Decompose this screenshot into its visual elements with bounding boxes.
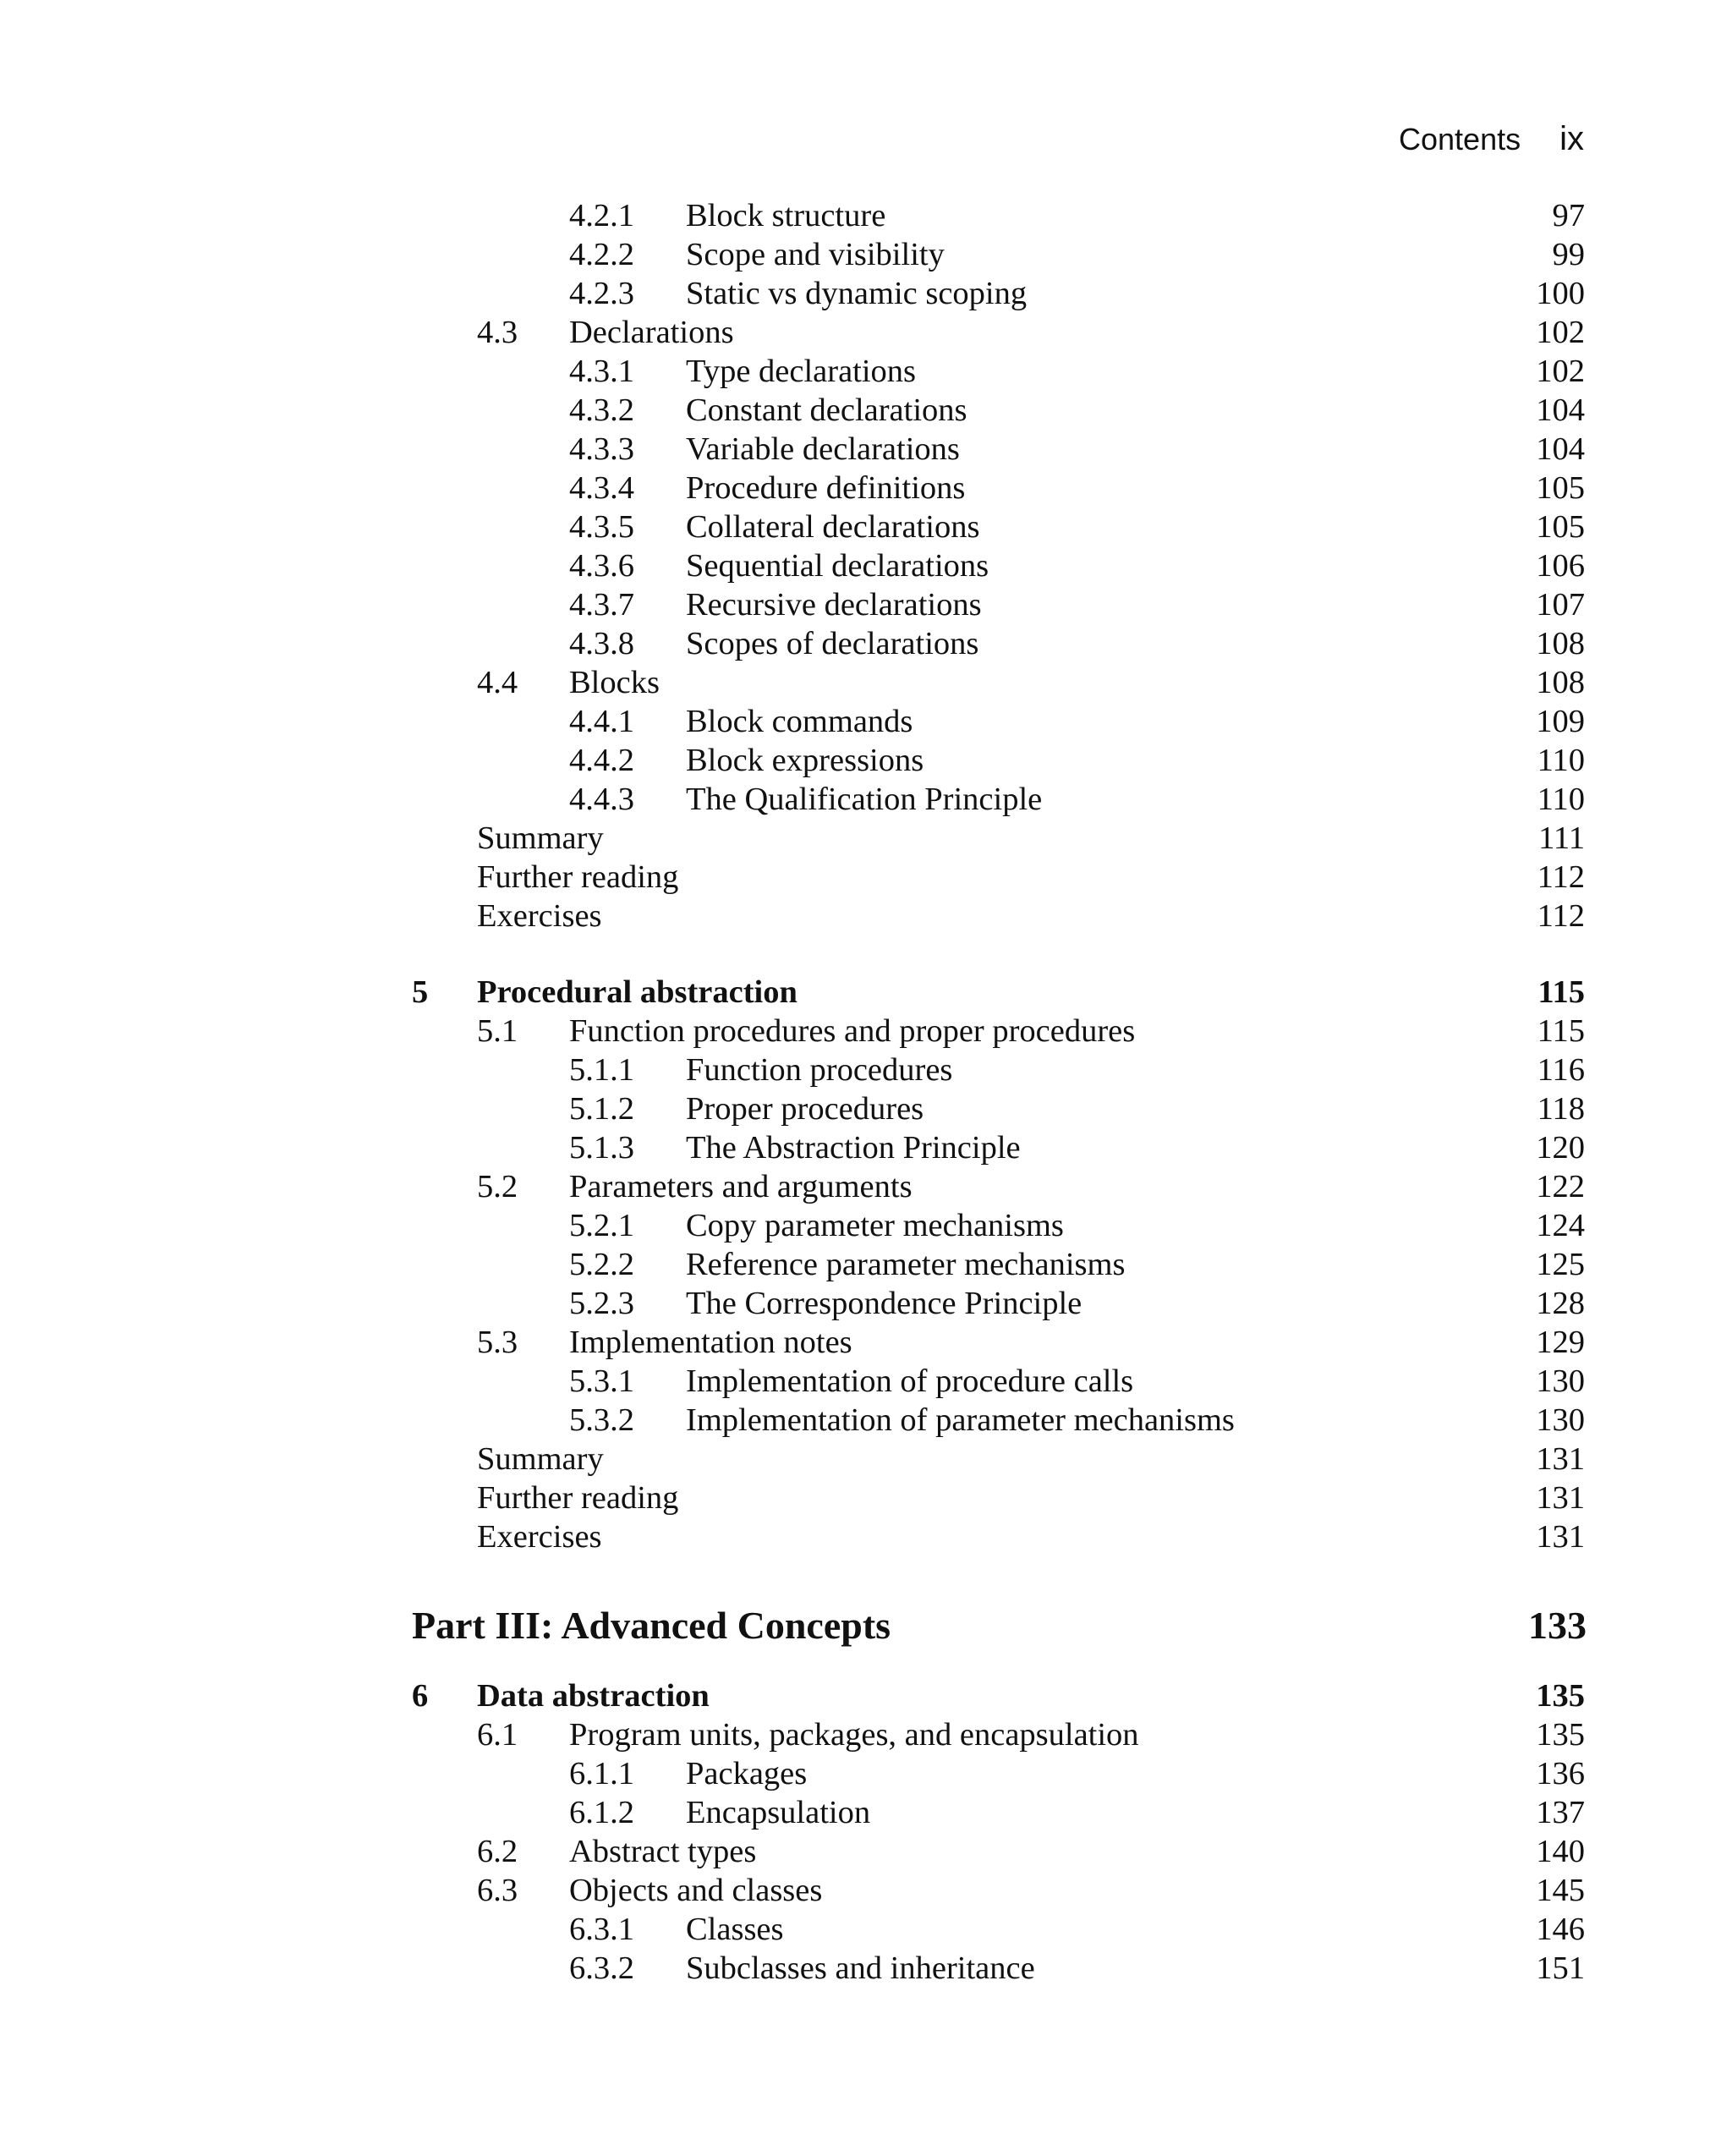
toc-entry-title: Copy parameter mechanisms xyxy=(686,1208,1064,1243)
toc-entry xyxy=(0,1871,1732,1910)
toc-entry xyxy=(0,313,1732,352)
toc-entry-page: 137 xyxy=(1536,1795,1585,1830)
toc-entry xyxy=(0,1949,1732,1988)
toc-entry-number: 5 xyxy=(412,974,429,1010)
toc-entry-number: 6.1.1 xyxy=(569,1756,634,1791)
toc-entry-title: Part III: Advanced Concepts xyxy=(412,1604,891,1647)
toc-entry-page: 108 xyxy=(1536,626,1585,661)
toc-entry xyxy=(0,1362,1732,1401)
toc-entry-number: 5.2.3 xyxy=(569,1286,634,1321)
toc-entry-title: Block structure xyxy=(686,198,886,233)
toc-entry-page: 110 xyxy=(1537,782,1585,817)
toc-entry xyxy=(0,858,1732,897)
toc-entry xyxy=(0,1401,1732,1440)
toc-entry xyxy=(0,780,1732,819)
toc-entry-title: Proper procedures xyxy=(686,1091,924,1127)
toc-entry-number: 4.3.8 xyxy=(569,626,634,661)
toc-entry xyxy=(0,430,1732,469)
toc-entry-number: 6 xyxy=(412,1678,429,1714)
toc-entry-page: 110 xyxy=(1537,743,1585,778)
toc-entry xyxy=(0,1440,1732,1478)
toc-entry-page: 124 xyxy=(1536,1208,1585,1243)
toc-entry-title: Blocks xyxy=(569,665,660,700)
toc-entry-page: 120 xyxy=(1536,1130,1585,1166)
toc-entry-number: 4.4 xyxy=(477,665,518,700)
toc-entry-number: 5.1 xyxy=(477,1013,518,1049)
toc-entry xyxy=(0,973,1732,1012)
toc-entry-title: Function procedures and proper procedures xyxy=(569,1013,1136,1049)
toc-entry xyxy=(0,1051,1732,1089)
toc-entry-number: 5.1.3 xyxy=(569,1130,634,1166)
toc-entry xyxy=(0,1517,1732,1556)
toc-entry xyxy=(0,1012,1732,1051)
toc-entry-title: Encapsulation xyxy=(686,1795,871,1830)
toc-entry-page: 102 xyxy=(1536,315,1585,350)
toc-entry xyxy=(0,352,1732,391)
toc-entry-page: 128 xyxy=(1536,1286,1585,1321)
toc-entry-number: 6.3.2 xyxy=(569,1950,634,1986)
toc-entry-page: 104 xyxy=(1536,392,1585,428)
toc-entry-title: Implementation notes xyxy=(569,1325,852,1360)
toc-entry-page: 100 xyxy=(1536,276,1585,311)
toc-entry xyxy=(0,1832,1732,1871)
toc-entry-title: Type declarations xyxy=(686,354,917,389)
toc-entry-number: 5.2.1 xyxy=(569,1208,634,1243)
toc-entry-number: 4.3 xyxy=(477,315,518,350)
toc-entry xyxy=(0,196,1732,235)
toc-entry-title: Exercises xyxy=(477,1519,602,1555)
toc-entry-page: 131 xyxy=(1536,1441,1585,1477)
toc-entry-page: 131 xyxy=(1536,1519,1585,1555)
toc-entry-title: Block commands xyxy=(686,704,913,739)
toc-entry-number: 4.3.5 xyxy=(569,509,634,545)
toc-entry-page: 125 xyxy=(1536,1247,1585,1282)
toc-entry-title: Variable declarations xyxy=(686,431,960,467)
toc-entry-title: Scope and visibility xyxy=(686,237,945,272)
toc-entry-number: 6.3.1 xyxy=(569,1912,634,1947)
toc-entry-title: Program units, packages, and encapsulation xyxy=(569,1717,1139,1753)
toc-entry-page: 133 xyxy=(1528,1604,1587,1647)
toc-entry-title: Further reading xyxy=(477,1480,679,1516)
toc-entry-page: 104 xyxy=(1536,431,1585,467)
toc-entry-title: Summary xyxy=(477,820,604,856)
toc-entry-title: Scopes of declarations xyxy=(686,626,979,661)
toc-entry-page: 135 xyxy=(1536,1678,1585,1714)
toc-entry xyxy=(0,585,1732,624)
toc-entry xyxy=(0,1089,1732,1128)
toc-entry-title: The Correspondence Principle xyxy=(686,1286,1082,1321)
toc-entry-page: 130 xyxy=(1536,1363,1585,1399)
toc-entry-number: 4.4.1 xyxy=(569,704,634,739)
toc-entry-number: 5.3.1 xyxy=(569,1363,634,1399)
toc-entry-title: The Qualification Principle xyxy=(686,782,1043,817)
toc-entry-page: 112 xyxy=(1537,898,1585,934)
toc-entry xyxy=(0,702,1732,741)
toc-entry-page: 146 xyxy=(1536,1912,1585,1947)
toc-entry-page: 130 xyxy=(1536,1402,1585,1438)
toc-entry xyxy=(0,1167,1732,1206)
toc-entry-number: 4.2.2 xyxy=(569,237,634,272)
toc-entry-title: Implementation of parameter mechanisms xyxy=(686,1402,1235,1438)
toc-entry-page: 116 xyxy=(1537,1052,1585,1088)
toc-entry xyxy=(0,507,1732,546)
toc-entry xyxy=(0,391,1732,430)
toc-entry-title: Block expressions xyxy=(686,743,924,778)
toc-entry xyxy=(0,1793,1732,1832)
toc-entry-page: 151 xyxy=(1536,1950,1585,1986)
toc-entry-number: 6.1 xyxy=(477,1717,518,1753)
toc-entry-number: 5.2.2 xyxy=(569,1247,634,1282)
toc-entry-title: The Abstraction Principle xyxy=(686,1130,1021,1166)
toc-entry-number: 4.3.7 xyxy=(569,587,634,623)
toc-entry-title: Constant declarations xyxy=(686,392,967,428)
toc-entry-page: 97 xyxy=(1552,198,1585,233)
toc-entry-title: Objects and classes xyxy=(569,1873,823,1908)
toc-entry-page: 102 xyxy=(1536,354,1585,389)
toc-entry-page: 136 xyxy=(1536,1756,1585,1791)
toc-entry-number: 5.1.2 xyxy=(569,1091,634,1127)
toc-entry-number: 5.1.1 xyxy=(569,1052,634,1088)
toc-entry-number: 4.4.3 xyxy=(569,782,634,817)
toc-entry xyxy=(0,624,1732,663)
toc-entry-page: 111 xyxy=(1538,820,1585,856)
toc-entry-number: 6.1.2 xyxy=(569,1795,634,1830)
toc-entry-title: Data abstraction xyxy=(477,1678,710,1714)
toc-entry-page: 105 xyxy=(1536,470,1585,506)
toc-entry-title: Sequential declarations xyxy=(686,548,989,584)
toc-entry xyxy=(0,1676,1732,1715)
toc-entry-number: 4.3.1 xyxy=(569,354,634,389)
toc-entry xyxy=(0,235,1732,274)
toc-entry-title: Procedure definitions xyxy=(686,470,966,506)
toc-entry-page: 99 xyxy=(1552,237,1585,272)
toc-entry-page: 108 xyxy=(1536,665,1585,700)
toc-entry-title: Reference parameter mechanisms xyxy=(686,1247,1126,1282)
toc-entry-title: Declarations xyxy=(569,315,734,350)
toc-entry-title: Packages xyxy=(686,1756,808,1791)
toc-entry-title: Recursive declarations xyxy=(686,587,982,623)
running-header xyxy=(1399,120,1584,158)
toc-entry xyxy=(0,1323,1732,1362)
toc-entry-page: 122 xyxy=(1536,1169,1585,1204)
page-number: ix xyxy=(1559,120,1584,157)
toc-entry-number: 4.2.3 xyxy=(569,276,634,311)
toc-entry-title: Procedural abstraction xyxy=(477,974,797,1010)
toc-entry xyxy=(0,1206,1732,1245)
toc-entry-number: 4.3.3 xyxy=(569,431,634,467)
toc-entry-number: 5.2 xyxy=(477,1169,518,1204)
toc-entry-page: 109 xyxy=(1536,704,1585,739)
running-header-title: Contents xyxy=(1399,122,1521,156)
toc-entry-page: 112 xyxy=(1537,859,1585,895)
toc-entry-page: 115 xyxy=(1537,1013,1585,1049)
toc-entry-page: 129 xyxy=(1536,1325,1585,1360)
toc-entry-page: 106 xyxy=(1536,548,1585,584)
toc-entry-title: Static vs dynamic scoping xyxy=(686,276,1028,311)
toc-entry-page: 131 xyxy=(1536,1480,1585,1516)
toc-entry-page: 107 xyxy=(1536,587,1585,623)
toc-entry xyxy=(0,819,1732,858)
toc-entry xyxy=(0,1284,1732,1323)
toc-entry-number: 4.4.2 xyxy=(569,743,634,778)
toc-entry xyxy=(0,1600,1732,1651)
toc-entry-number: 5.3 xyxy=(477,1325,518,1360)
toc-entry-title: Abstract types xyxy=(569,1834,757,1869)
toc-entry-title: Summary xyxy=(477,1441,604,1477)
toc-entry-title: Further reading xyxy=(477,859,679,895)
toc-entry xyxy=(0,1245,1732,1284)
toc-entry-number: 4.3.6 xyxy=(569,548,634,584)
toc-entry xyxy=(0,897,1732,935)
toc-entry xyxy=(0,1478,1732,1517)
toc-entry xyxy=(0,469,1732,507)
toc-entry-number: 4.2.1 xyxy=(569,198,634,233)
toc-entry-page: 145 xyxy=(1536,1873,1585,1908)
toc-entry-title: Classes xyxy=(686,1912,784,1947)
toc-entry xyxy=(0,546,1732,585)
toc-entry-number: 6.3 xyxy=(477,1873,518,1908)
toc-entry-page: 118 xyxy=(1537,1091,1585,1127)
table-of-contents xyxy=(0,196,1732,1988)
toc-entry-number: 5.3.2 xyxy=(569,1402,634,1438)
toc-entry-title: Exercises xyxy=(477,898,602,934)
toc-entry xyxy=(0,1910,1732,1949)
toc-entry-title: Function procedures xyxy=(686,1052,953,1088)
toc-entry-page: 135 xyxy=(1536,1717,1585,1753)
toc-entry xyxy=(0,741,1732,780)
toc-entry-number: 4.3.4 xyxy=(569,470,634,506)
toc-entry xyxy=(0,663,1732,702)
toc-entry xyxy=(0,274,1732,313)
toc-entry xyxy=(0,1715,1732,1754)
toc-entry-title: Collateral declarations xyxy=(686,509,980,545)
toc-entry-number: 6.2 xyxy=(477,1834,518,1869)
toc-entry-title: Implementation of procedure calls xyxy=(686,1363,1134,1399)
toc-entry-number: 4.3.2 xyxy=(569,392,634,428)
toc-entry-page: 140 xyxy=(1536,1834,1585,1869)
toc-entry-page: 115 xyxy=(1537,974,1585,1010)
toc-entry xyxy=(0,1128,1732,1167)
toc-entry-title: Subclasses and inheritance xyxy=(686,1950,1035,1986)
toc-entry-page: 105 xyxy=(1536,509,1585,545)
toc-entry-title: Parameters and arguments xyxy=(569,1169,913,1204)
toc-entry xyxy=(0,1754,1732,1793)
